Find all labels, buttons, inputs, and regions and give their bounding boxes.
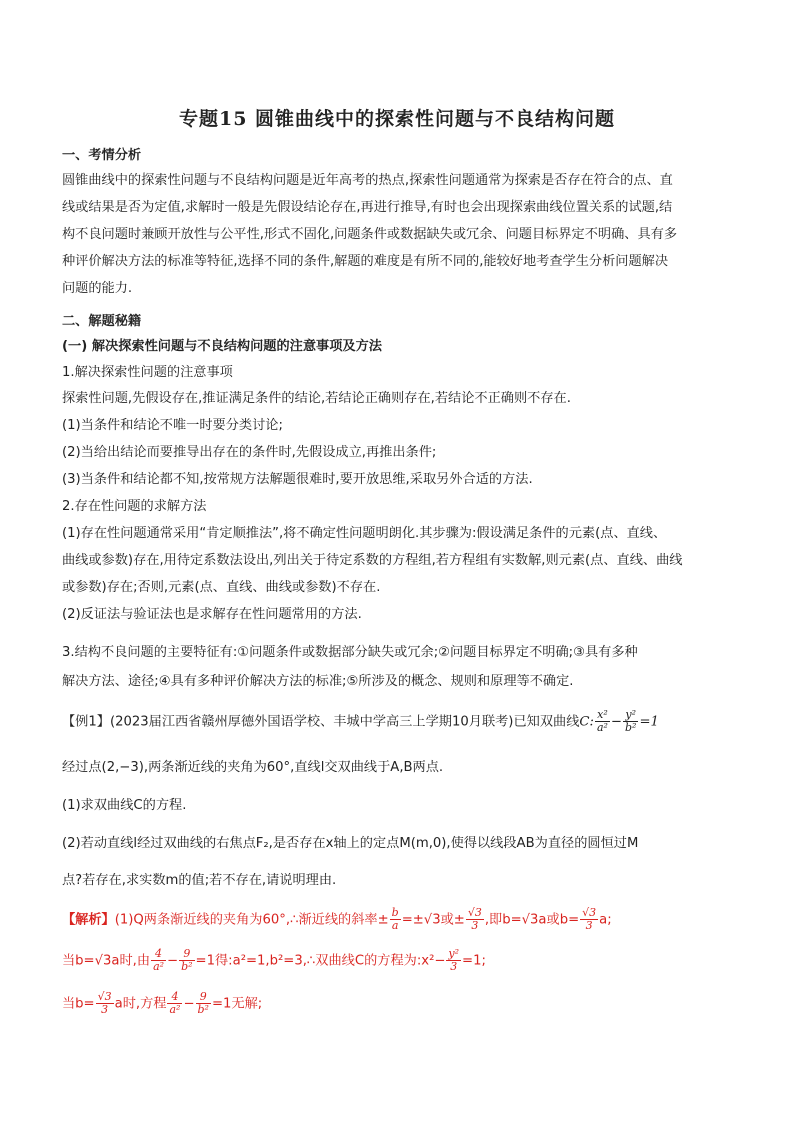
- paragraph-line: 圆锥曲线中的探索性问题与不良结构问题是近年高考的热点,探索性问题通常为探索是否存在符合的点、直: [62, 173, 673, 188]
- solution-tag: 【解析】: [62, 912, 115, 928]
- fraction-9-b2: $\frac{9}{\text{b²}}$: [197, 990, 209, 1016]
- paragraph-line: (1)当条件和结论不唯一时要分类讨论;: [62, 418, 283, 433]
- paragraph-line: 问题的能力.: [62, 281, 133, 296]
- example-source: (2023届江西省赣州厚德外国语学校、丰城中学高三上学期10月联考)已知双曲线: [109, 714, 580, 730]
- solution-text: a;: [599, 912, 612, 928]
- subsection-heading: (一) 解决探索性问题与不良结构问题的注意事项及方法: [62, 339, 382, 354]
- paragraph-line: (3)当条件和结论都不知,按常规方法解题很难时,要开放思维,采取另外合适的方法.: [62, 472, 533, 487]
- solution-line-2: 当b=√3a时,由 $\frac{4}{\text{a²}}$ − $\frac{9}{\text{b²}}$ =1得:a²=1,b²=3,∴双曲线C的方程为:x²− $\frac{\text{y²}}{3}$ =1;: [62, 947, 486, 973]
- example-tag: 【例1】: [62, 714, 110, 730]
- paragraph-line: (2)反证法与验证法也是求解存在性问题常用的方法.: [62, 607, 362, 622]
- paragraph-line: (1)存在性问题通常采用“肯定顺推法”,将不确定性问题明朗化.其步骤为:假设满足条件的元素(点、直线、: [62, 526, 667, 541]
- fraction-4-a2: $\frac{4}{\text{a²}}$: [169, 990, 181, 1016]
- solution-line-3: 当b= $\frac{√3}{3}$ a时,方程 $\frac{4}{\text{a²}}$ − $\frac{9}{\text{b²}}$ =1无解;: [62, 990, 263, 1016]
- example-line: 【例1】(2023届江西省赣州厚德外国语学校、丰城中学高三上学期10月联考)已知双曲线C: $\frac{\text{x²}}{\text{a²}}$ − $\frac{\text{y²}}{\text{b²}}$ =1: [62, 708, 659, 734]
- paragraph-line: 1.解决探索性问题的注意事项: [62, 365, 233, 380]
- solution-text: =1无解;: [211, 996, 263, 1012]
- question-1: (1)求双曲线C的方程.: [62, 798, 187, 813]
- solution-text: (1)Q两条渐近线的夹角为60°,∴渐近线的斜率±: [114, 912, 389, 928]
- curve-label: C:: [579, 714, 594, 730]
- fraction-x2-a2: $\frac{\text{x²}}{\text{a²}}$: [596, 708, 608, 734]
- fraction-y2-b2: $\frac{\text{y²}}{\text{b²}}$: [624, 708, 637, 734]
- paragraph-line: 或参数)存在;否则,元素(点、直线、曲线或参数)不存在.: [62, 580, 381, 595]
- paragraph-line: 构不良问题时兼顾开放性与公平性,形式不固化,问题条件或数据缺失或冗余、问题目标界定不明确、具有多: [62, 227, 678, 242]
- example-line: 经过点(2,−3),两条渐近线的夹角为60°,直线l交双曲线于A,B两点.: [62, 760, 444, 775]
- paragraph-line: 种评价解决方法的标准等特征,选择不同的条件,解题的难度是有所不同的,能较好地考查学生分析问题解决: [62, 254, 669, 269]
- solution-text: =±√3或±: [401, 912, 465, 928]
- fraction-sqrt3-3: $\frac{√3}{3}$: [467, 906, 482, 932]
- solution-text: a时,方程: [114, 996, 167, 1012]
- question-2-cont: 点?若存在,求实数m的值;若不存在,请说明理由.: [62, 873, 337, 888]
- fraction-sqrt3-3: $\frac{√3}{3}$: [97, 990, 112, 1016]
- question-2: (2)若动直线l经过双曲线的右焦点F₂,是否存在x轴上的定点M(m,0),使得以线段AB为直径的圆恒过M: [62, 836, 639, 851]
- solution-line-1: [62, 907, 612, 932]
- paragraph-line: 线或结果是否为定值,求解时一般是先假设结论存在,再进行推导,有时也会出现探索曲线位置关系的试题,结: [62, 200, 673, 215]
- fraction-sqrt3-3: $\frac{√3}{3}$: [582, 906, 597, 932]
- fraction-y2-3: $\frac{\text{y²}}{3}$: [448, 947, 460, 973]
- paragraph-line: 3.结构不良问题的主要特征有:①问题条件或数据部分缺失或冗余;②问题目标界定不明确;③具有多种: [62, 645, 638, 660]
- page-title: 专题15 圆锥曲线中的探索性问题与不良结构问题: [178, 108, 616, 130]
- solution-text: =1;: [462, 953, 486, 969]
- fraction-4-a2: $\frac{4}{\text{a²}}$: [153, 947, 165, 973]
- paragraph-line: 曲线或参数)存在,用待定系数法设出,列出关于待定系数的方程组,若方程组有实数解,则元素(点、直线、曲线: [62, 553, 683, 568]
- paragraph-line: 解决方法、途径;④具有多种评价解决方法的标准;⑤所涉及的概念、规则和原理等不确定.: [62, 674, 574, 689]
- solution-text: 当b=: [62, 996, 95, 1012]
- fraction-9-b2: $\frac{9}{\text{b²}}$: [181, 947, 193, 973]
- paragraph-line: (2)当给出结论而要推导出存在的条件时,先假设成立,再推出条件;: [62, 445, 437, 460]
- section-heading-analysis: 一、考情分析: [62, 148, 142, 163]
- paragraph-line: 2.存在性问题的求解方法: [62, 499, 207, 514]
- equation-tail: =1: [639, 714, 659, 730]
- solution-text: ,即b=√3a或b=: [484, 912, 580, 928]
- paragraph-line: 探索性问题,先假设存在,推证满足条件的结论,若结论正确则存在,若结论不正确则不存在.: [62, 391, 571, 406]
- section-heading-tips: 二、解题秘籍: [62, 314, 142, 329]
- solution-text: 当b=√3a时,由: [62, 953, 151, 969]
- fraction-b-a: $\frac{b}{a}$: [391, 906, 399, 932]
- solution-text: =1得:a²=1,b²=3,∴双曲线C的方程为:x²−: [195, 953, 446, 969]
